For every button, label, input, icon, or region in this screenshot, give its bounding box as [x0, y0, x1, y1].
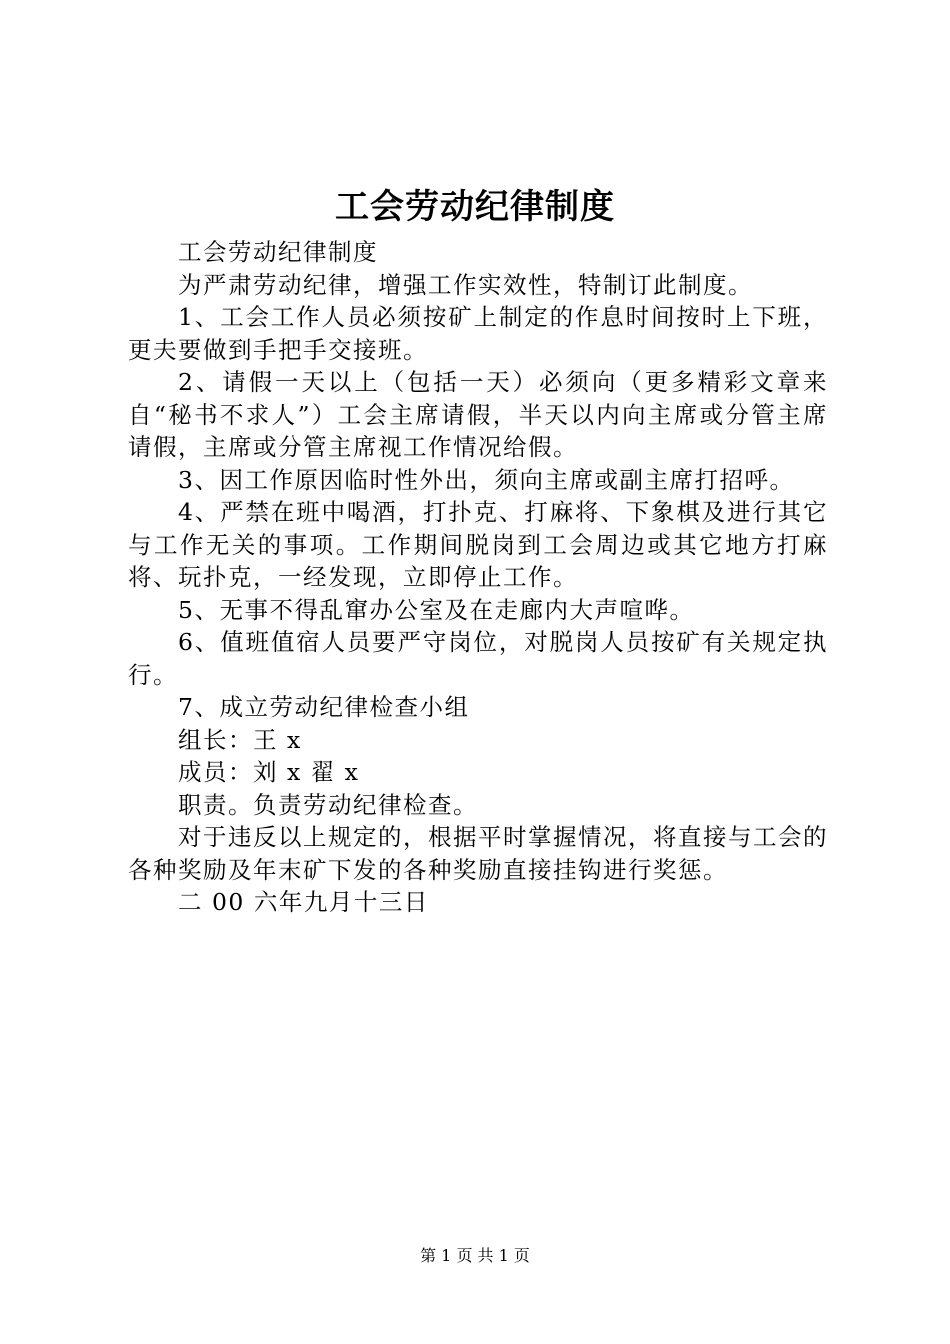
paragraph-rule-6: 6、值班值宿人员要严守岗位，对脱岗人员按矿有关规定执行。: [128, 628, 828, 689]
document-body: [128, 236, 828, 919]
paragraph-rule-4: 4、严禁在班中喝酒，打扑克、打麻将、下象棋及进行其它与工作无关的事项。工作期间脱岗到工会周边或其它地方打麻将、玩扑克，一经发现，立即停止工作。: [128, 498, 828, 591]
paragraph-rule-5: 5、无事不得乱窜办公室及在走廊内大声喧哗。: [178, 595, 695, 624]
paragraph-rule-3: 3、因工作原因临时性外出，须向主席或副主席打招呼。: [178, 465, 795, 494]
paragraph-duties: 职责。负责劳动纪律检查。: [178, 790, 478, 819]
paragraph-date: 二 00 六年九月十三日: [178, 888, 429, 916]
paragraph-rule-2: 2、请假一天以上（包括一天）必须向（更多精彩文章来自“秘书不求人”）工会主席请假，半天以内向主席或分管主席请假，主席或分管主席视工作情况给假。: [128, 368, 828, 461]
document-title: 工会劳动纪律制度: [335, 187, 615, 227]
paragraph-intro: 为严肃劳动纪律，增强工作实效性，特制订此制度。: [178, 270, 753, 299]
paragraph-heading: 工会劳动纪律制度: [178, 238, 378, 266]
paragraph-group-members: 成员：刘 x 翟 x: [178, 758, 360, 786]
paragraph-rule-1: 1、工会工作人员必须按矿上制定的作息时间按时上下班，更夫要做到手把手交接班。: [128, 303, 828, 364]
paragraph-penalties: 对于违反以上规定的，根据平时掌握情况，将直接与工会的各种奖励及年末矿下发的各种奖励直接挂钩进行奖惩。: [128, 823, 828, 884]
paragraph-group-leader: 组长：王 x: [178, 725, 302, 754]
paragraph-rule-7: 7、成立劳动纪律检查小组: [178, 693, 470, 721]
page-footer: 第 1 页 共 1 页: [420, 1246, 530, 1265]
